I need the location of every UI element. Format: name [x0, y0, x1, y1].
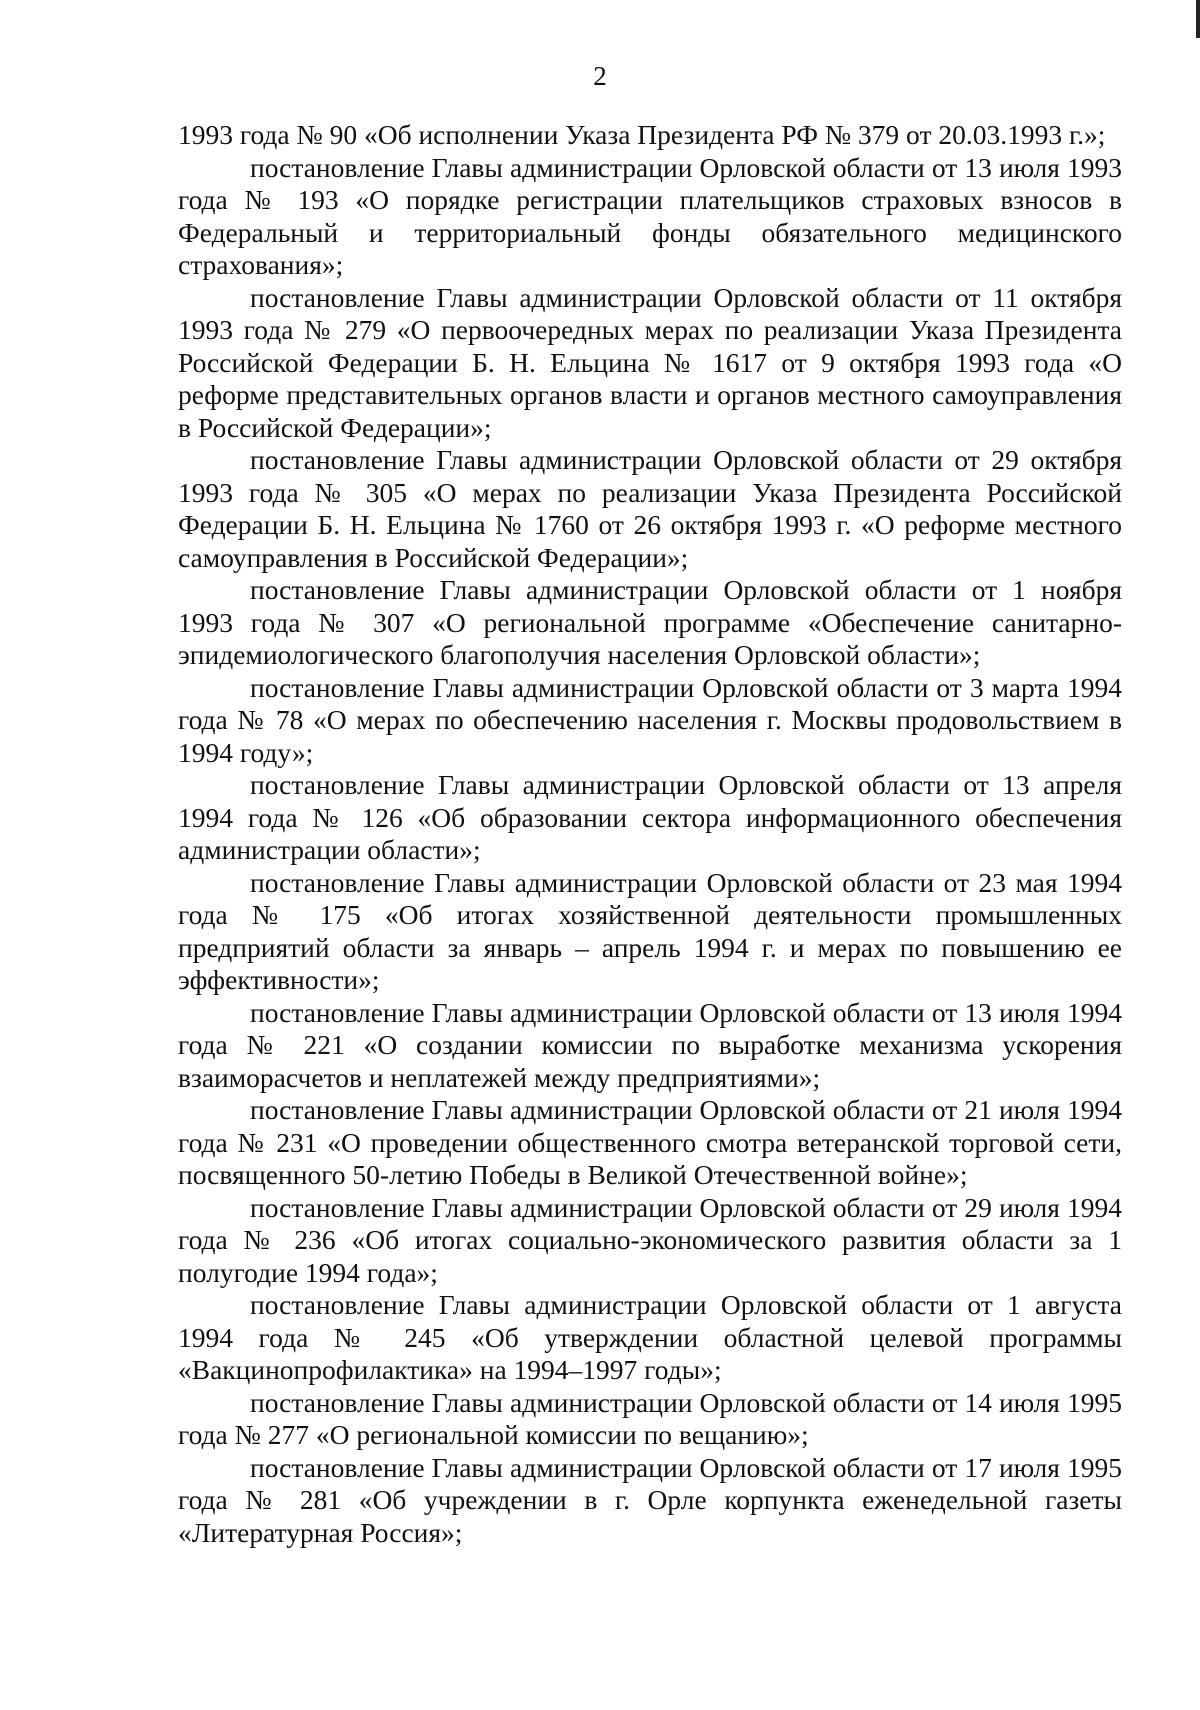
paragraph-9: постановление Главы администрации Орловской области от 13 июля 1994 года № 221 «О создании комиссии по выработке механизма ускорения взаиморасчетов и неплатежей между предприятиями»; — [178, 996, 1122, 1093]
paragraph-6: постановление Главы администрации Орловской области от 3 марта 1994 года № 78 «О мерах по обеспечению населения г. Москвы продовольствием в 1994 году»; — [178, 671, 1122, 768]
paragraph-7: постановление Главы администрации Орловской области от 13 апреля 1994 года № 126 «Об образовании сектора информационного обеспечения администрации области»; — [178, 769, 1122, 865]
paragraph-3: постановление Главы администрации Орловской области от 11 октября 1993 года № 279 «О первоочередных мерах по реализации Указа Президента Российской Федерации Б. Н. Ельцина № 1617 от 9 октября 1993 года «О реформе представительных органов власти и органов местного самоуправления в Российской Федерации»; — [178, 281, 1122, 443]
page-number: 2 — [593, 61, 607, 91]
paragraph-1: 1993 года № 90 «Об исполнении Указа Президента РФ № 379 от 20.03.1993 г.»; — [178, 119, 1106, 150]
scan-edge-mark — [1196, 0, 1200, 38]
paragraph-2: постановление Главы администрации Орловской области от 13 июля 1993 года № 193 «О порядке регистрации плательщиков страховых взносов в Федеральный и территориальный фонды обязательного медицинского страхования»; — [178, 151, 1122, 280]
paragraph-8: постановление Главы администрации Орловской области от 23 мая 1994 года № 175 «Об итогах хозяйственной деятельности промышленных предприятий области за январь – апрель 1994 г. и мерах по повышению ее эффективности»; — [178, 866, 1122, 995]
paragraph-13: постановление Главы администрации Орловской области от 14 июля 1995 года № 277 «О региональной комиссии по вещанию»; — [178, 1386, 1122, 1450]
document-body — [178, 119, 1122, 1549]
paragraph-14: постановление Главы администрации Орловской области от 17 июля 1995 года № 281 «Об учреждении в г. Орле корпункта еженедельной газеты «Литературная Россия»; — [178, 1451, 1122, 1548]
paragraph-5: постановление Главы администрации Орловской области от 1 ноября 1993 года № 307 «О региональной программе «Обеспечение санитарно-эпидемиологического благополучия населения Орловской области»; — [178, 574, 1122, 670]
paragraph-10: постановление Главы администрации Орловской области от 21 июля 1994 года № 231 «О проведении общественного смотра ветеранской торговой сети, посвященного 50-летию Победы в Великой Отечественной войне»; — [178, 1094, 1122, 1190]
paragraph-11: постановление Главы администрации Орловской области от 29 июля 1994 года № 236 «Об итогах социально-экономического развития области за 1 полугодие 1994 года»; — [178, 1191, 1122, 1288]
paragraph-12: постановление Главы администрации Орловской области от 1 августа 1994 года № 245 «Об утверждении областной целевой программы «Вакцинопрофилактика» на 1994–1997 годы»; — [178, 1289, 1122, 1385]
paragraph-4: постановление Главы администрации Орловской области от 29 октября 1993 года № 305 «О мерах по реализации Указа Президента Российской Федерации Б. Н. Ельцина № 1760 от 26 октября 1993 г. «О реформе местного самоуправления в Российской Федерации»; — [178, 444, 1122, 573]
